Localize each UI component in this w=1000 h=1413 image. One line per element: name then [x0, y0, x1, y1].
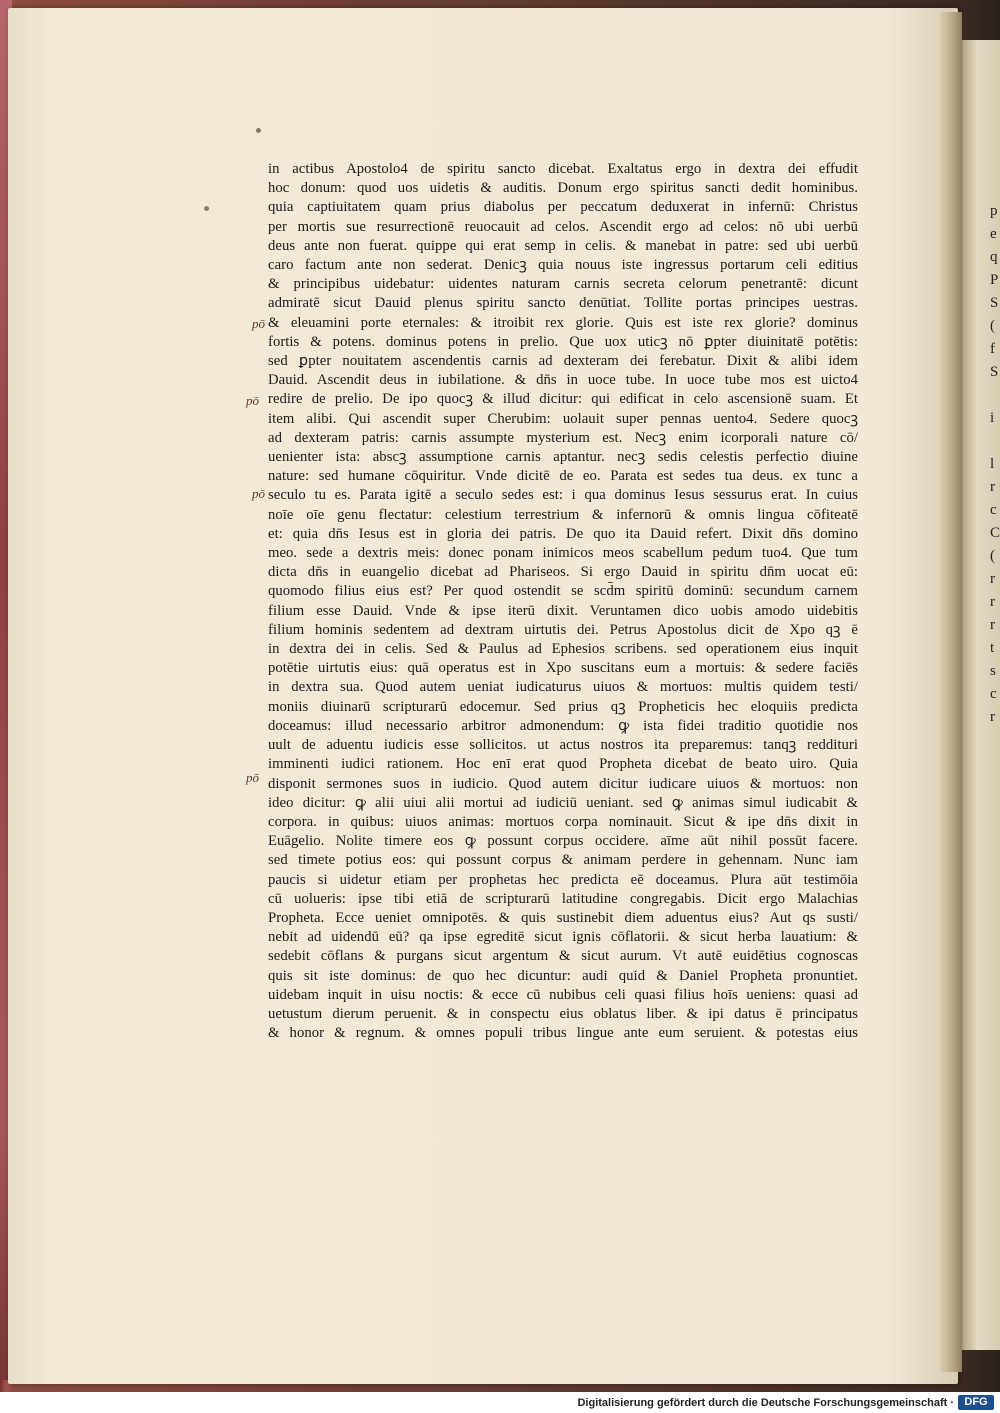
next-page-fragment: p e q P S ( f S i l r c C ( r r r t s c r: [990, 203, 1000, 725]
text-line: ad dexteram patris: carnis assumpte mysterium est. Necꝫ enim icorporali nature cō/: [268, 429, 858, 446]
text-line: cū uolueris: ipse tibi etiā de scripturarū latitudine congregabis. Dicit ergo Malachias: [268, 890, 858, 907]
text-line: uult de aduentu iudicis esse sollicitos. ut actus nostros ita preparemus: tanqꝫ reddituri: [268, 737, 858, 754]
text-line: Dauid. Ascendit deus in iubilatione. & dn̄s in uoce tube. In uoce tube mos est uicto4: [268, 372, 858, 389]
text-line: hoc donum: quod uos uidetis & auditis. Donum ergo spiritus sancti dedit hominibus.: [268, 180, 858, 197]
text-line: deus ante non fuerat. quippe qui erat semp in celis. & manebat in patre: sed ubi uerbū: [268, 237, 858, 254]
text-line: & honor & regnum. & omnes populi tribus lingue ante eum seruient. & potestas eius: [268, 1025, 858, 1042]
text-line: in dextra dei in celis. Sed & Paulus ad Ephesios scribens. sed operationem eius inquit: [268, 641, 858, 658]
text-line: nature: sed humane cōquiritur. Vnde dicitē de eo. Parata est sedes tua deus. ex tunc a: [268, 468, 858, 485]
text-line: sedebit cōflans & purgans sicut argentum & sicut aurum. Vt autē euidētius cognoscas: [268, 948, 858, 965]
text-line: potētie uirtutis eius: quā operatus est in Xpo suscitans eum a mortuis: & sedere faciēs: [268, 660, 858, 677]
text-line: Euāgelio. Nolite timere eos ꝙ possunt corpus occidere. aīme aūt nihil possūt facere.: [268, 833, 858, 850]
text-line: uidebam inquit in uisu noctis: & ecce cū nubibus celi quasi filius hoīs ueniens: quasi ad: [268, 986, 858, 1003]
text-line: seculo tu es. Parata igitē a seculo sedes est: i qua dominus Iesus sessurus erat. In cuius: [268, 487, 858, 504]
text-line: ideo dicitur: ꝙ alii uiui alii mortui ad iudiciū ueniant. sed ꝙ animas simul iudicabit &: [268, 794, 858, 811]
text-line: in actibus Apostolo4 de spiritu sancto dicebat. Exaltatus ergo in dextra dei effudit: [268, 161, 858, 177]
text-line: uetustum dierum peruenit. & in conspectu eius oblatus liber. & ipi datus ē principatus: [268, 1005, 858, 1022]
text-line: & eleuamini porte eternales: & itroibit rex glorie. Quis est iste rex glorie? dominus: [268, 314, 858, 331]
text-line: et: quia dn̄s Iesus est in gloria dei patris. De quo ita Dauid refert. Dixit dn̄s domino: [268, 525, 858, 542]
text-line: disponit sermones suos in iudicio. Quod autem dicitur iudicare uiuos & mortuos: non: [268, 775, 858, 792]
text-line: sed ꝑpter nouitatem ascendentis carnis ad dexteram dei ferebatur. Dixit & alibi idem: [268, 353, 858, 370]
text-line: nebit ad uidendū eū? qa ipse egreditē sicut ignis cōflatorii. & sicut herba lauatium: &: [268, 929, 858, 946]
text-line: caro factum ante non sederat. Denicꝫ quia nouus iste ingressus portarum celi editius: [268, 257, 858, 274]
text-line: meo. sede a dextris meis: donec ponam inimicos meos scabellum pedum tuo4. Que tum: [268, 545, 858, 562]
ink-dot: [256, 128, 261, 133]
text-line: filium hominis sedentem ad dextram uirtutis dei. Petrus Apostolus dicit de Xpo qꝫ ē: [268, 621, 858, 638]
text-line: quia captiuitatem quam prius diabolus per peccatum deduxerat in infernū: Christus: [268, 199, 858, 216]
text-line: fortis & potens. dominus potens in prelio. Que uox uticꝫ nō ꝑpter diuinitatē potētis:: [268, 333, 858, 350]
text-line: dicta dn̄s in euangelio dicebat ad Phariseos. Si ergo Dauid in spiritu dn̄m uocat eū:: [268, 564, 858, 581]
marginal-note: pō: [252, 316, 265, 331]
text-line: admiratē sicut Dauid plenus spiritu sancto denūtiat. Tollite portas principes uestras.: [268, 295, 858, 312]
text-line: quomodo filius eius est? Per quod ostendit se scd̄m spiritū dominū: secundum carnem: [268, 583, 858, 600]
text-line: & principibus uidebatur: uidentes naturam carnis secreta celorum penetrantē: dicunt: [268, 276, 858, 293]
text-line: uenienter ista: abscꝫ assumptione carnis aptantur. necꝫ sedis celestis perfectio diuine: [268, 449, 858, 466]
text-line: imminenti iudici rationem. Hoc enī erat quod Propheta dicebat de beato uiro. Quia: [268, 756, 858, 773]
text-line: Propheta. Ecce ueniet omnipotēs. & quis sustinebit diem aduentus eius? Aut qs susti/: [268, 909, 858, 926]
funding-credit: Digitalisierung gefördert durch die Deutsche Forschungsgemeinschaft ·: [577, 1397, 954, 1409]
text-line: noīe oīe genu flectatur: celestium terrestrium & infernorū & omnis lingua cōfiteatē: [268, 506, 858, 523]
text-line: sed timete potius eos: qui possunt corpus & animam perdere in gehennam. Nunc iam: [268, 852, 858, 869]
page-gutter-shadow: [940, 12, 962, 1372]
text-line: moniis diuinarū scripturarū edocemur. Sed prius qꝫ Propheticis hec eloquiis predicta: [268, 698, 858, 715]
body-text: [268, 160, 858, 1043]
text-line: in dextra sua. Quod autem ueniat iudicaturus uiuos & mortuos: multis quidem testi/: [268, 679, 858, 696]
text-line: paucis si uidetur etiam per prophetas hec predicta eē doceamus. Plura aūt testimōia: [268, 871, 858, 888]
ink-dot: [204, 206, 209, 211]
dfg-logo: DFG: [958, 1395, 994, 1410]
text-line: item alibi. Qui ascendit super Cherubim: uolauit super pennas uento4. Sedere quocꝫ: [268, 410, 858, 427]
marginal-note: pō: [246, 770, 259, 785]
text-line: filium esse Dauid. Vnde & ipse iterū dixit. Veruntamen dico uobis amodo uidebitis: [268, 602, 858, 619]
text-line: corpora. in quibus: uiuos animas: mortuos corpa nominauit. Sicut & ipe dn̄s dixit in: [268, 813, 858, 830]
text-line: per mortis sue resurrectionē reuocauit ad celos. Ascendit ergo ad celos: nō ubi uerbū: [268, 218, 858, 235]
marginal-note: pō: [246, 393, 259, 408]
text-line: doceamus: illud necessario arbitror admonendum: ꝙ ista fidei traditio quotidie nos: [268, 717, 858, 734]
text-line: quis sit iste dominus: de quo hec dicuntur: audi quid & Daniel Propheta pronuntiet.: [268, 967, 858, 984]
marginal-note: pō: [252, 486, 265, 501]
text-line: redire de prelio. De ipo quocꝫ & illud dicitur: qui edificat in celo ascensionē suam. Et: [268, 391, 858, 408]
